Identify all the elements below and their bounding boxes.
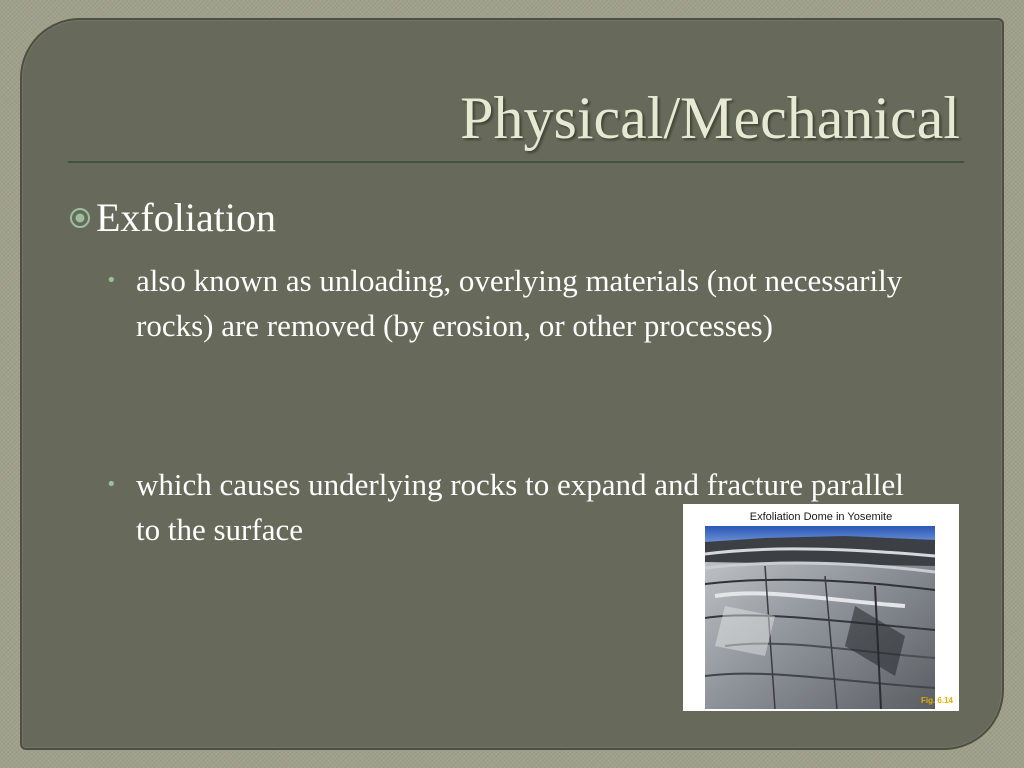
figure-caption: Exfoliation Dome in Yosemite	[749, 511, 893, 523]
slide-title: Physical/Mechanical	[460, 85, 960, 151]
level1-item	[68, 195, 276, 240]
circled-dot-icon	[68, 206, 92, 230]
bullet-dot-icon: •	[106, 270, 117, 291]
bullet-text: which causes underlying rocks to expand and fracture parallel to the surface	[136, 467, 904, 547]
title-divider	[68, 161, 964, 163]
yosemite-dome-photo	[705, 526, 935, 709]
level1-text: Exfoliation	[96, 195, 276, 240]
figure-number: Fig. 6.14	[920, 696, 953, 705]
bullet-item	[106, 258, 970, 348]
bullet-text: also known as unloading, overlying materials (not necessarily rocks) are removed (by erosion, or other processes)	[136, 263, 903, 343]
bullet-dot-icon: •	[106, 474, 117, 495]
exfoliation-dome-figure	[683, 504, 959, 711]
